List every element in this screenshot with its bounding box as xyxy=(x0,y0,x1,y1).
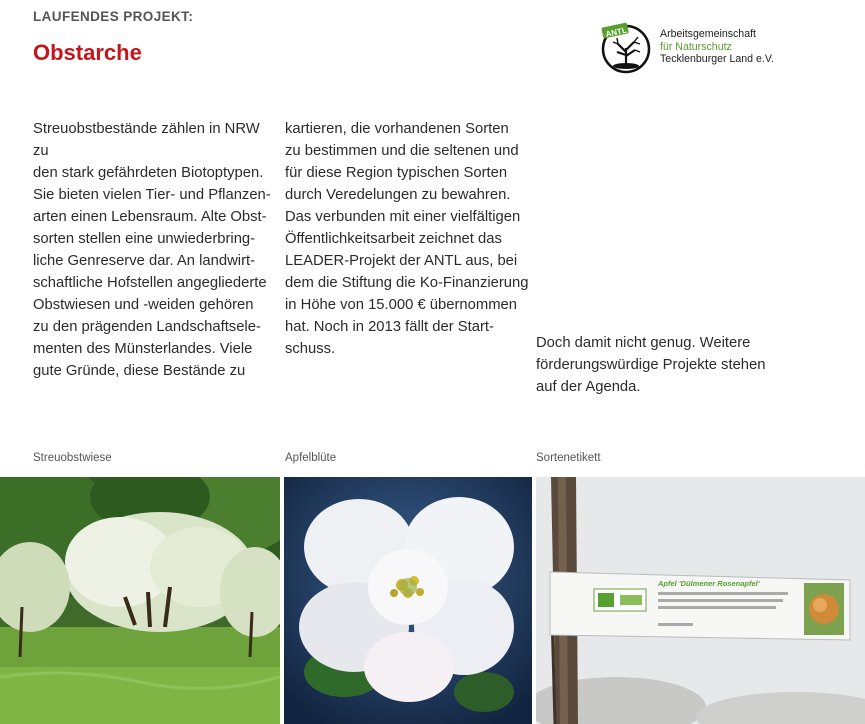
caption-orchard: Streuobstwiese xyxy=(33,452,112,464)
text-column-3: Doch damit nicht genug. Weitere förderungswürdige Projekte stehen auf der Agenda. xyxy=(536,335,766,395)
caption-label: Sortenetikett xyxy=(536,452,601,464)
orchard-meadow-image xyxy=(0,477,280,724)
variety-label-image xyxy=(536,477,865,724)
logo-line-2: für Naturschutz xyxy=(660,40,732,53)
logo-line-3: Tecklenburger Land e.V. xyxy=(660,53,774,65)
logo-text xyxy=(660,28,774,66)
tree-logo-icon xyxy=(600,22,656,78)
page-title: Obstarche xyxy=(33,40,142,65)
logo-line-1: Arbeitsgemeinschaft xyxy=(660,28,756,40)
label-title-text: Apfel 'Dülmener Rosenapfel' xyxy=(658,579,760,588)
project-kicker: LAUFENDES PROJEKT: xyxy=(33,9,194,24)
text-column-2: kartieren, die vorhandenen Sorten zu bestimmen und die seltenen und für diese Region typischen Sorten durch Veredelungen zu bewahren. Das verbunden mit einer vielfältigen Öffentlichkeitsarbeit zeichnet das LEADER-Projekt der ANTL aus, bei dem die Stiftung die Ko-Finanzierung in Höhe von 15.000 € übernommen hat. Noch in 2013 fällt der Start- schuss. xyxy=(285,121,529,357)
caption-blossom: Apfelblüte xyxy=(285,452,337,464)
apple-blossom-image xyxy=(284,477,532,724)
logo-badge: ANTL xyxy=(604,25,628,39)
antl-logo xyxy=(600,22,800,78)
text-column-1: Streuobstbestände zählen in NRW zu den stark gefährdeten Biotoptypen. Sie bieten vielen Tier- und Pflanzen- arten einen Lebensraum. Alte Obst- sorten stellen eine unwiederbring- liche Genreserve dar. An landwirt- schaftliche Hofstellen angegliederte Obstwiesen und -weiden gehören zu den prägenden Landschaftsele- menten des Münsterlandes. Viele gute Gründe, diese Bestände zu xyxy=(33,121,271,379)
